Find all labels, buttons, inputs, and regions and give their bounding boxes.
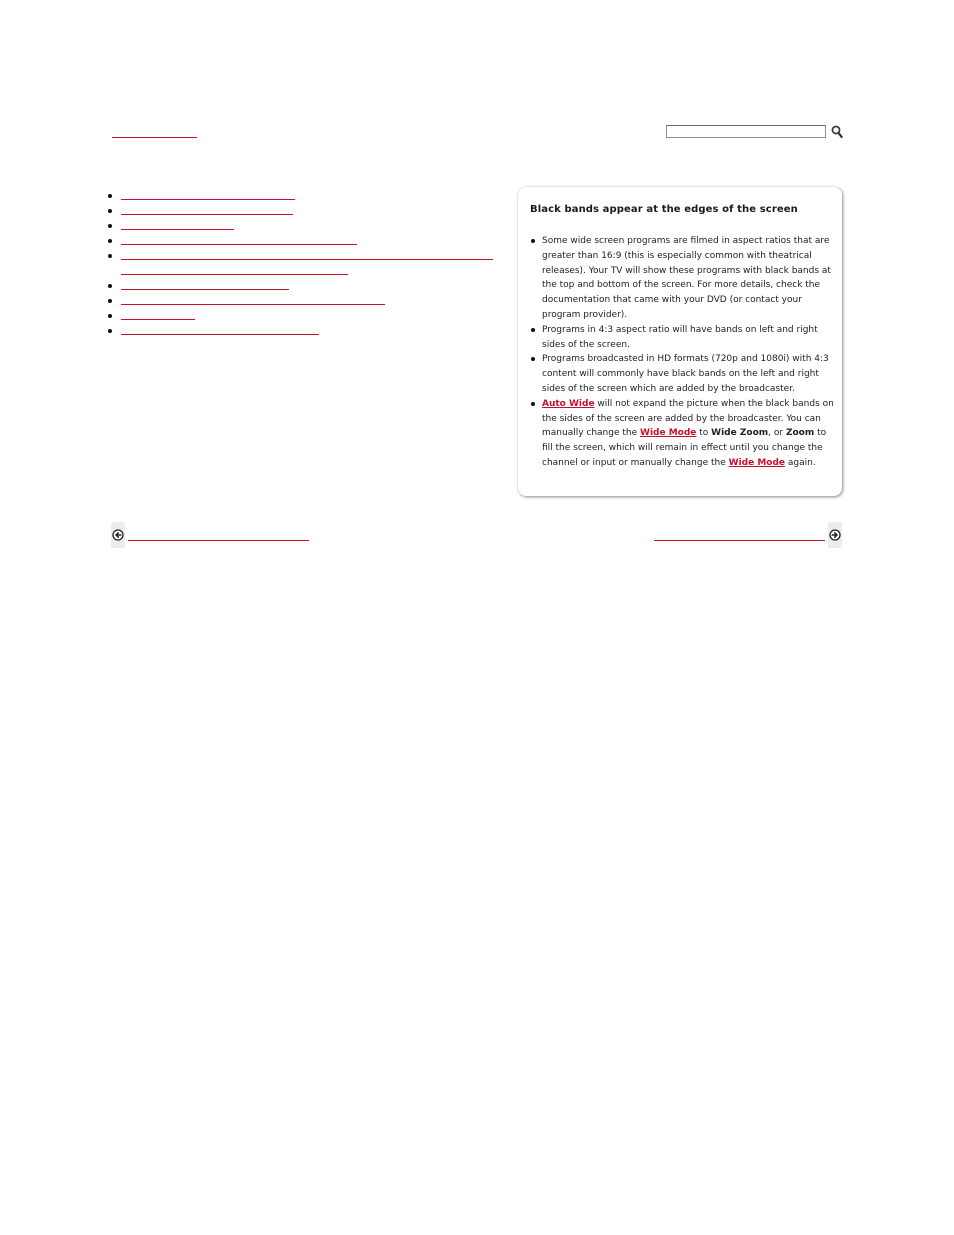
info-card bbox=[518, 187, 842, 496]
bullet bbox=[108, 239, 112, 243]
bold-term: Zoom bbox=[785, 428, 815, 439]
bullet bbox=[108, 299, 112, 303]
card-list-item bbox=[530, 234, 834, 323]
topic-link[interactable] bbox=[121, 249, 493, 260]
list-item bbox=[106, 324, 506, 339]
card-list-item bbox=[530, 397, 834, 471]
arrow-right-circle-icon[interactable] bbox=[828, 522, 842, 548]
body-text: Some wide screen programs are filmed in aspect ratios that are greater than 16:9 (this is especially common with theatrical releases). Your TV will show these programs with black bands at the top and bottom of the screen. For more details, check the documentation that came with your DVD (or contact your program provider). bbox=[542, 236, 831, 320]
previous-page-link[interactable] bbox=[128, 530, 309, 541]
topic-link[interactable] bbox=[121, 204, 293, 215]
topic-link[interactable] bbox=[121, 324, 319, 335]
topic-link[interactable] bbox=[121, 234, 357, 245]
topic-link[interactable] bbox=[121, 294, 385, 305]
next-page-link[interactable] bbox=[654, 530, 825, 541]
bold-term: Wide Zoom bbox=[711, 428, 769, 439]
card-bullet-list bbox=[530, 234, 834, 471]
list-item bbox=[106, 204, 506, 219]
list-item bbox=[106, 219, 506, 234]
bullet bbox=[108, 284, 112, 288]
body-text: will not expand the picture when the black bands on the sides of the screen are added by the broadcaster. You can manually change the bbox=[542, 398, 834, 439]
topic-link[interactable] bbox=[121, 189, 295, 200]
bullet bbox=[108, 254, 112, 258]
body-text: to bbox=[696, 428, 712, 439]
list-item bbox=[106, 309, 506, 324]
search-icon[interactable] bbox=[831, 124, 843, 138]
topic-link-continued[interactable] bbox=[121, 264, 348, 275]
card-title: Black bands appear at the edges of the screen bbox=[530, 204, 798, 215]
topic-link[interactable] bbox=[121, 309, 195, 320]
arrow-left-circle-icon[interactable] bbox=[111, 522, 125, 548]
list-item bbox=[106, 279, 506, 294]
bullet bbox=[108, 224, 112, 228]
list-item bbox=[106, 249, 506, 279]
bullet bbox=[108, 314, 112, 318]
body-text: , or bbox=[768, 428, 786, 439]
topic-link-list bbox=[106, 189, 506, 339]
bullet bbox=[108, 329, 112, 333]
body-text: Programs broadcasted in HD formats (720p and 1080i) with 4:3 content will commonly have black bands on the left and right sides of the screen which are added by the broadcaster. bbox=[542, 354, 829, 394]
list-item bbox=[106, 294, 506, 309]
keyword-link[interactable]: Wide Mode bbox=[728, 457, 786, 468]
top-link[interactable] bbox=[112, 126, 197, 138]
bullet bbox=[108, 209, 112, 213]
list-item bbox=[106, 234, 506, 249]
search-box bbox=[666, 124, 842, 140]
body-text: Programs in 4:3 aspect ratio will have bands on left and right sides of the screen. bbox=[542, 324, 818, 350]
body-text: again. bbox=[785, 457, 816, 468]
search-input[interactable] bbox=[666, 125, 826, 138]
card-list-item bbox=[530, 352, 834, 396]
topic-link[interactable] bbox=[121, 279, 289, 290]
keyword-link[interactable]: Auto Wide bbox=[542, 398, 595, 409]
list-item bbox=[106, 189, 506, 204]
card-list-item bbox=[530, 323, 834, 353]
bullet bbox=[108, 194, 112, 198]
body-text: to fill the screen, which will remain in effect until you change the channel or input or manually change the bbox=[542, 428, 827, 468]
topic-link[interactable] bbox=[121, 219, 234, 230]
keyword-link[interactable]: Wide Mode bbox=[640, 428, 697, 439]
